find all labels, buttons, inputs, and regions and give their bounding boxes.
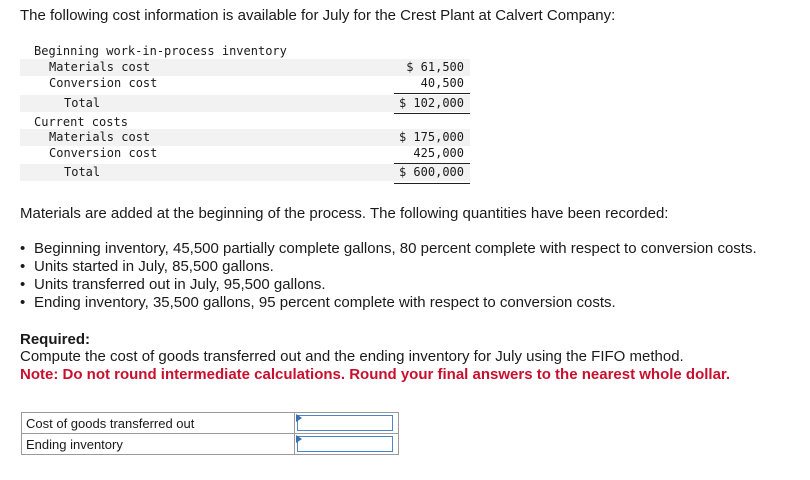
list-item: • Units transferred out in July, 95,500 gallons. [20,276,757,294]
current-total-row [20,164,470,181]
beginning-conversion-label: Conversion cost [49,76,158,90]
current-total-label: Total [64,165,101,179]
answer-table [21,412,399,455]
beginning-conversion-row [20,75,470,92]
current-conversion-value: 425,000 [413,146,464,160]
input-marker-icon [296,414,302,422]
beginning-materials-value: $ 61,500 [406,60,464,74]
current-conversion-label: Conversion cost [49,146,158,160]
beginning-materials-label: Materials cost [49,60,151,74]
beginning-conversion-value: 40,500 [420,76,464,90]
beginning-total-row [20,95,470,112]
beginning-total-label: Total [64,96,101,110]
intro-text: The following cost information is available for July for the Crest Plant at Calvert Company: [20,7,616,24]
cost-transferred-out-input[interactable] [297,415,393,431]
cost-transferred-out-label: Cost of goods transferred out [22,413,295,434]
materials-statement: Materials are added at the beginning of the process. The following quantities have been recorded: [20,205,669,222]
total-line [394,183,470,184]
ending-inventory-cell [295,434,399,455]
current-materials-row [20,129,470,146]
current-conversion-row [20,145,470,162]
cost-transferred-out-cell [295,413,399,434]
list-item: • Units started in July, 85,500 gallons. [20,258,757,276]
required-instructions: Compute the cost of goods transferred out and the ending inventory for July using the FIFO method. [20,348,684,365]
input-marker-icon [296,435,302,443]
current-costs-header: Current costs [34,115,128,129]
required-heading: Required: [20,331,91,348]
list-item: • Beginning inventory, 45,500 partially complete gallons, 80 percent complete with respect to conversion costs. [20,240,757,258]
list-item: • Ending inventory, 35,500 gallons, 95 percent complete with respect to conversion costs. [20,294,757,312]
beginning-wip-header: Beginning work-in-process inventory [34,44,287,58]
current-materials-value: $ 175,000 [398,130,464,144]
beginning-wip-header-row [20,43,470,60]
beginning-total-value: $ 102,000 [398,96,464,110]
current-materials-label: Materials cost [49,130,151,144]
current-total-value: $ 600,000 [398,165,464,179]
required-note: Note: Do not round intermediate calculations. Round your final answers to the nearest whole dollar. [20,366,731,383]
subtotal-line [394,93,470,94]
table-row [22,413,399,434]
table-row [22,434,399,455]
beginning-materials-row [20,59,470,76]
quantities-list [20,240,757,312]
ending-inventory-label: Ending inventory [22,434,295,455]
ending-inventory-input[interactable] [297,436,393,452]
